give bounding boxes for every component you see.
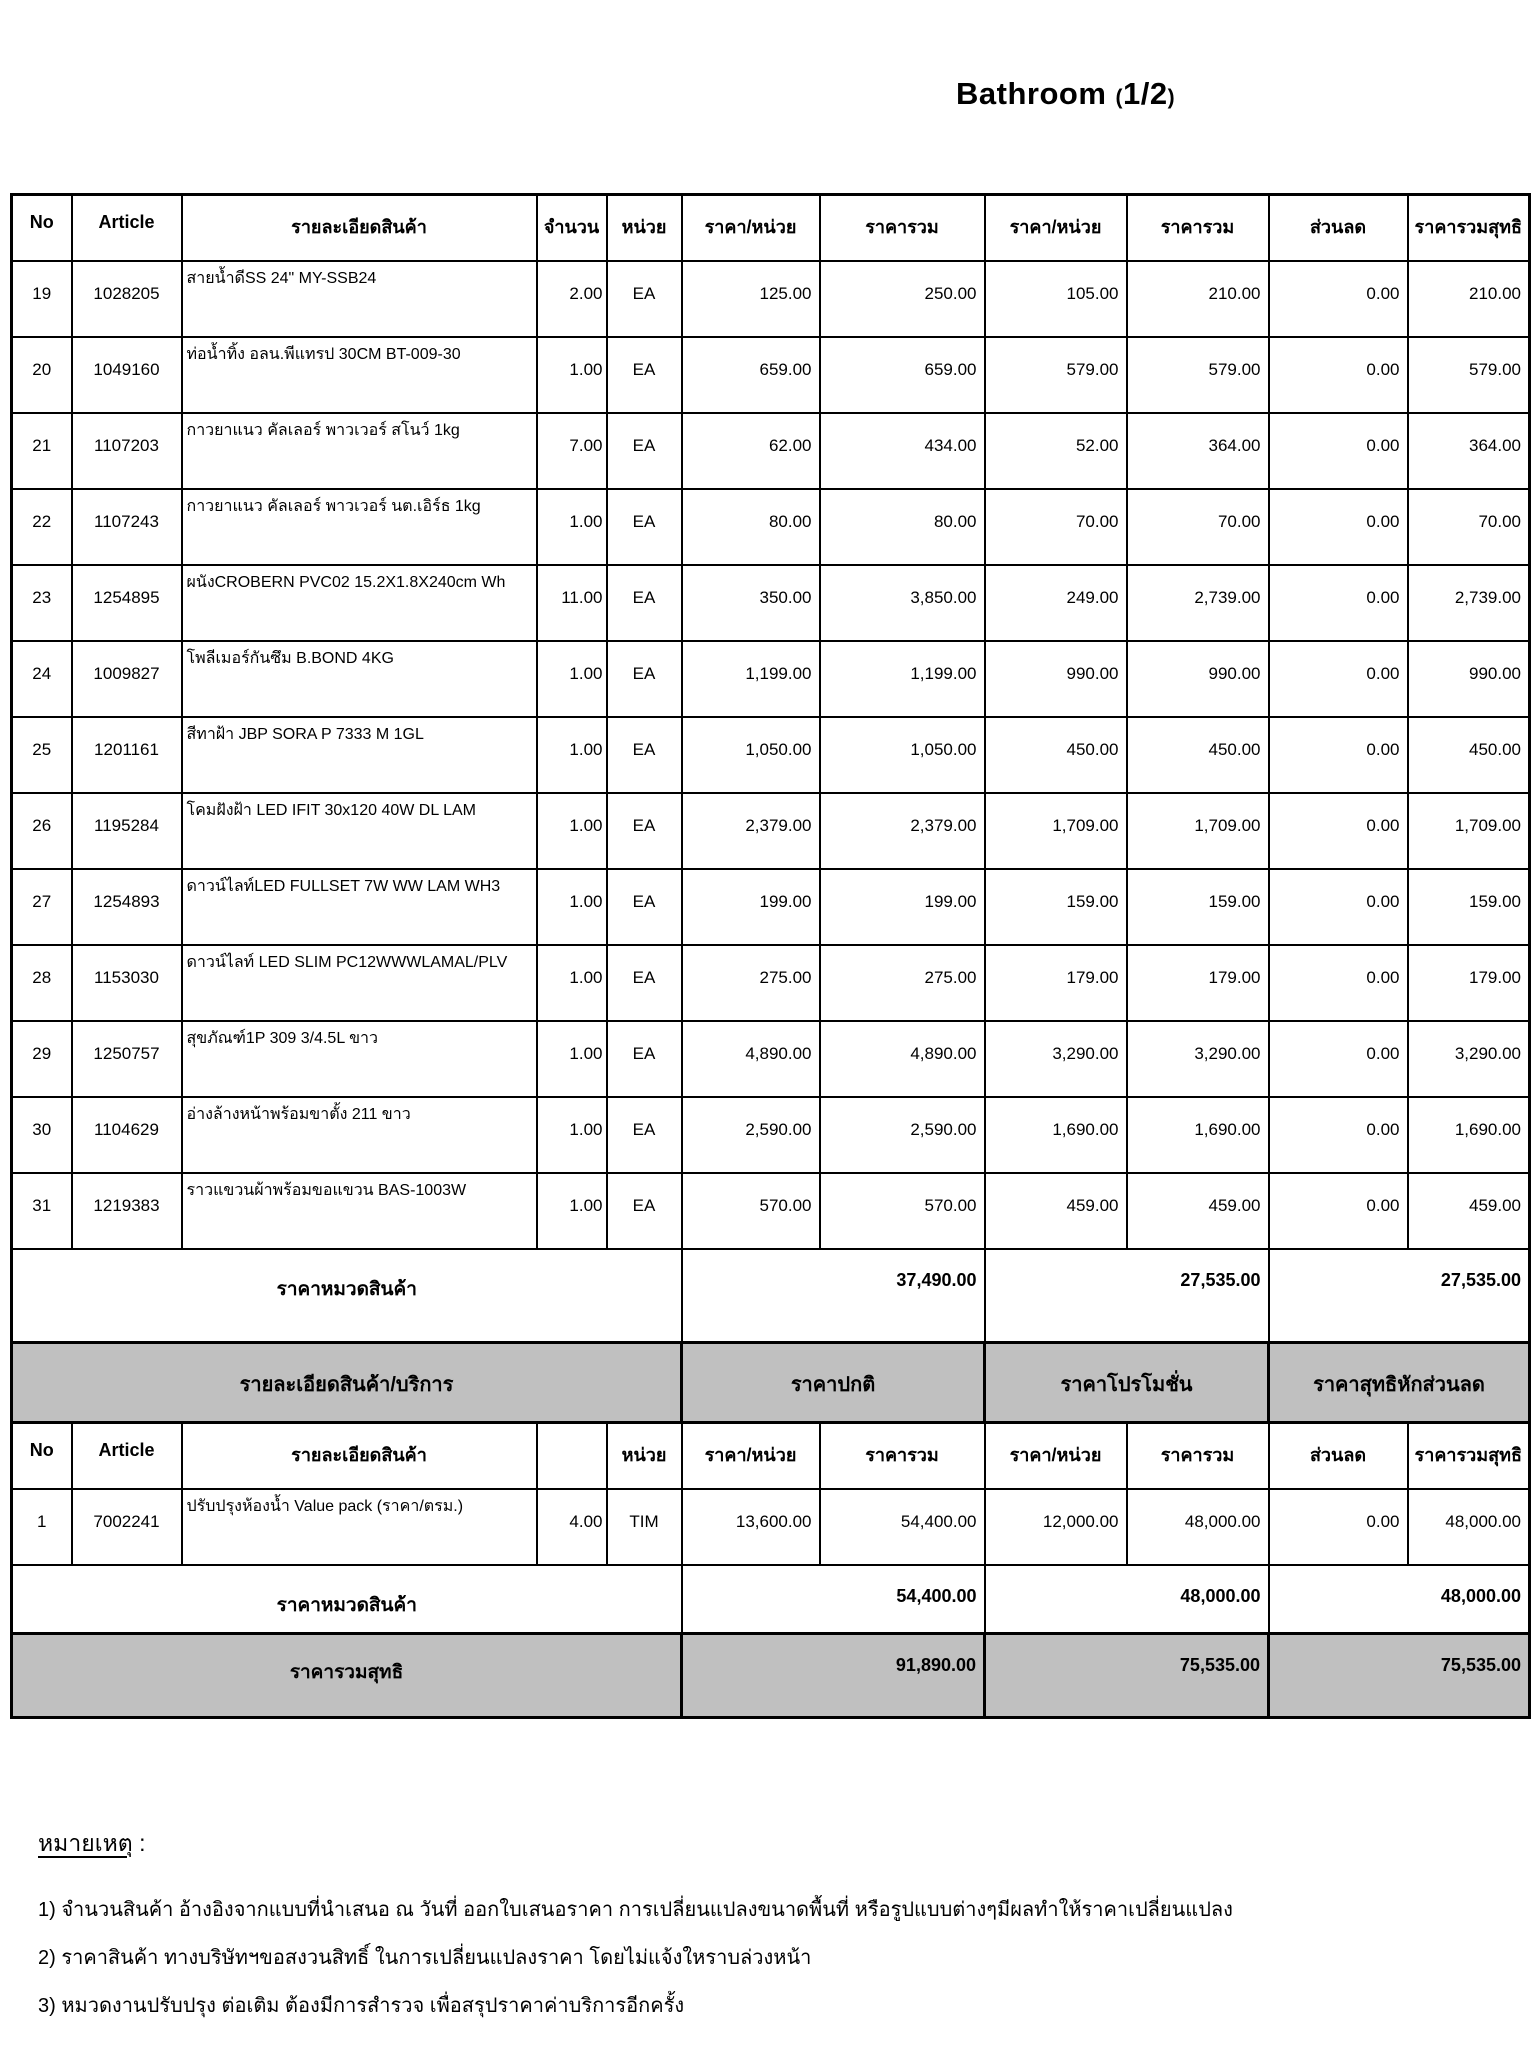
band-normal-label: ราคาปกติ	[682, 1343, 985, 1423]
cell-price-normal: 1,050.00	[682, 717, 820, 793]
cell-description: อ่างล้างหน้าพร้อมขาตั้ง 211 ขาว	[182, 1097, 537, 1173]
svc-col-header-price-normal: ราคา/หน่วย	[682, 1423, 820, 1489]
cell-net-total: 159.00	[1408, 869, 1530, 945]
cell-price-normal: 199.00	[682, 869, 820, 945]
cell-discount: 0.00	[1269, 717, 1408, 793]
cell-total-normal: 570.00	[820, 1173, 985, 1249]
cell-description: โคมฝังฝ้า LED IFIT 30x120 40W DL LAM	[182, 793, 537, 869]
product-subtotal-row	[12, 1249, 1530, 1343]
cell-net-total: 48,000.00	[1408, 1489, 1530, 1565]
service-band-row	[12, 1343, 1530, 1423]
cell-unit: EA	[607, 489, 682, 565]
cell-quantity: 1.00	[537, 337, 607, 413]
cell-price-promo: 990.00	[985, 641, 1127, 717]
cell-total-promo: 70.00	[1127, 489, 1269, 565]
cell-description: สายน้ำดีSS 24" MY-SSB24	[182, 261, 537, 337]
cell-description: กาวยาแนว คัลเลอร์ พาวเวอร์ สโนว์ 1kg	[182, 413, 537, 489]
cell-discount: 0.00	[1269, 489, 1408, 565]
svc-col-header-total-promo: ราคารวม	[1127, 1423, 1269, 1489]
cell-description: สุขภัณฑ์1P 309 3/4.5L ขาว	[182, 1021, 537, 1097]
cell-no: 20	[12, 337, 72, 413]
cell-total-normal: 434.00	[820, 413, 985, 489]
svc-col-header-no: No	[12, 1423, 72, 1489]
cell-price-normal: 125.00	[682, 261, 820, 337]
cell-total-normal: 4,890.00	[820, 1021, 985, 1097]
cell-no: 21	[12, 413, 72, 489]
cell-article: 1153030	[72, 945, 182, 1021]
svc-subtotal-promo-total: 48,000.00	[985, 1565, 1269, 1634]
cell-price-normal: 275.00	[682, 945, 820, 1021]
cell-total-promo: 990.00	[1127, 641, 1269, 717]
cell-net-total: 990.00	[1408, 641, 1530, 717]
cell-no: 27	[12, 869, 72, 945]
service-subtotal-row	[12, 1565, 1530, 1634]
cell-discount: 0.00	[1269, 1021, 1408, 1097]
cell-price-promo: 12,000.00	[985, 1489, 1127, 1565]
cell-no: 30	[12, 1097, 72, 1173]
cell-article: 1250757	[72, 1021, 182, 1097]
cell-price-promo: 70.00	[985, 489, 1127, 565]
svc-col-header-price-promo: ราคา/หน่วย	[985, 1423, 1127, 1489]
col-header-total-promo: ราคารวม	[1127, 195, 1269, 261]
cell-price-normal: 2,379.00	[682, 793, 820, 869]
cell-no: 23	[12, 565, 72, 641]
col-header-article: Article	[72, 195, 182, 261]
svc-col-header-net-total: ราคารวมสุทธิ	[1408, 1423, 1530, 1489]
cell-article: 1195284	[72, 793, 182, 869]
cell-total-normal: 275.00	[820, 945, 985, 1021]
cell-discount: 0.00	[1269, 337, 1408, 413]
cell-quantity: 7.00	[537, 413, 607, 489]
cell-net-total: 1,709.00	[1408, 793, 1530, 869]
cell-price-normal: 2,590.00	[682, 1097, 820, 1173]
col-header-discount: ส่วนลด	[1269, 195, 1408, 261]
main-header	[12, 195, 1530, 261]
svc-subtotal-normal-total: 54,400.00	[682, 1565, 985, 1634]
cell-price-promo: 3,290.00	[985, 1021, 1127, 1097]
cell-total-promo: 159.00	[1127, 869, 1269, 945]
cell-description: กาวยาแนว คัลเลอร์ พาวเวอร์ นต.เอิร์ธ 1kg	[182, 489, 537, 565]
col-header-price-normal: ราคา/หน่วย	[682, 195, 820, 261]
service-band	[12, 1343, 1530, 1423]
cell-no: 28	[12, 945, 72, 1021]
product-subtotal	[12, 1249, 1530, 1343]
cell-total-normal: 2,379.00	[820, 793, 985, 869]
cell-quantity: 4.00	[537, 1489, 607, 1565]
cell-total-normal: 1,050.00	[820, 717, 985, 793]
cell-article: 1049160	[72, 337, 182, 413]
table-row	[12, 1021, 1530, 1097]
cell-price-normal: 350.00	[682, 565, 820, 641]
grand-total-label: ราคารวมสุทธิ	[12, 1634, 682, 1718]
cell-quantity: 11.00	[537, 565, 607, 641]
svc-col-header-quantity	[537, 1423, 607, 1489]
cell-total-promo: 1,709.00	[1127, 793, 1269, 869]
cell-discount: 0.00	[1269, 1489, 1408, 1565]
cell-no: 22	[12, 489, 72, 565]
cell-price-normal: 62.00	[682, 413, 820, 489]
cell-total-promo: 2,739.00	[1127, 565, 1269, 641]
col-header-unit: หน่วย	[607, 195, 682, 261]
table-row	[12, 1173, 1530, 1249]
cell-price-promo: 1,690.00	[985, 1097, 1127, 1173]
quotation-table	[10, 193, 1531, 1719]
cell-article: 1107203	[72, 413, 182, 489]
service-subtotal	[12, 1565, 1530, 1634]
cell-price-normal: 570.00	[682, 1173, 820, 1249]
cell-total-promo: 459.00	[1127, 1173, 1269, 1249]
subtotal-normal-total: 37,490.00	[682, 1249, 985, 1343]
table-row	[12, 337, 1530, 413]
cell-article: 1107243	[72, 489, 182, 565]
cell-discount: 0.00	[1269, 261, 1408, 337]
band-net-label: ราคาสุทธิหักส่วนลด	[1269, 1343, 1530, 1423]
col-header-net-total: ราคารวมสุทธิ	[1408, 195, 1530, 261]
cell-no: 19	[12, 261, 72, 337]
cell-net-total: 450.00	[1408, 717, 1530, 793]
cell-price-normal: 659.00	[682, 337, 820, 413]
svc-col-header-article: Article	[72, 1423, 182, 1489]
cell-article: 7002241	[72, 1489, 182, 1565]
footnotes-heading-colon: :	[132, 1830, 146, 1856]
cell-discount: 0.00	[1269, 945, 1408, 1021]
table-row	[12, 869, 1530, 945]
cell-price-promo: 579.00	[985, 337, 1127, 413]
cell-total-normal: 1,199.00	[820, 641, 985, 717]
cell-unit: EA	[607, 641, 682, 717]
col-header-quantity: จำนวน	[537, 195, 607, 261]
cell-discount: 0.00	[1269, 1097, 1408, 1173]
cell-description: ราวแขวนผ้าพร้อมขอแขวน BAS-1003W	[182, 1173, 537, 1249]
cell-price-promo: 450.00	[985, 717, 1127, 793]
cell-quantity: 1.00	[537, 945, 607, 1021]
cell-article: 1254893	[72, 869, 182, 945]
cell-total-promo: 579.00	[1127, 337, 1269, 413]
cell-unit: EA	[607, 1173, 682, 1249]
band-promo-label: ราคาโปรโมชั่น	[985, 1343, 1269, 1423]
table-row	[12, 641, 1530, 717]
cell-unit: TIM	[607, 1489, 682, 1565]
cell-quantity: 2.00	[537, 261, 607, 337]
cell-quantity: 1.00	[537, 1097, 607, 1173]
cell-article: 1254895	[72, 565, 182, 641]
footnotes	[38, 1826, 1518, 2030]
cell-net-total: 579.00	[1408, 337, 1530, 413]
cell-total-normal: 54,400.00	[820, 1489, 985, 1565]
cell-price-promo: 105.00	[985, 261, 1127, 337]
cell-quantity: 1.00	[537, 1173, 607, 1249]
cell-unit: EA	[607, 413, 682, 489]
footnote-3: 3) หมวดงานปรับปรุง ต่อเติม ต้องมีการสำรวจ เพื่อสรุปราคาค่าบริการอีกครั้ง	[38, 1995, 685, 2017]
cell-price-promo: 159.00	[985, 869, 1127, 945]
cell-total-normal: 2,590.00	[820, 1097, 985, 1173]
cell-quantity: 1.00	[537, 1021, 607, 1097]
service-header-row	[12, 1423, 1530, 1489]
cell-unit: EA	[607, 565, 682, 641]
main-header-row	[12, 195, 1530, 261]
col-header-description: รายละเอียดสินค้า	[182, 195, 537, 261]
table-row	[12, 793, 1530, 869]
table-row	[12, 565, 1530, 641]
cell-net-total: 364.00	[1408, 413, 1530, 489]
cell-unit: EA	[607, 717, 682, 793]
footnote-1: 1) จำนวนสินค้า อ้างอิงจากแบบที่นำเสนอ ณ วันที่ ออกใบเสนอราคา การเปลี่ยนแปลงขนาดพื้นที่ หรือรูปแบบต่างๆมีผลทำให้ราคาเปลี่ยนแปลง	[38, 1899, 1233, 1921]
cell-net-total: 70.00	[1408, 489, 1530, 565]
footnotes-heading-text: หมายเหตุ	[38, 1830, 133, 1856]
band-description-label: รายละเอียดสินค้า/บริการ	[12, 1343, 682, 1423]
cell-discount: 0.00	[1269, 641, 1408, 717]
cell-total-promo: 364.00	[1127, 413, 1269, 489]
cell-quantity: 1.00	[537, 641, 607, 717]
table-row	[12, 413, 1530, 489]
cell-no: 24	[12, 641, 72, 717]
cell-description: ปรับปรุงห้องน้ำ Value pack (ราคา/ตรม.)	[182, 1489, 537, 1565]
cell-total-promo: 179.00	[1127, 945, 1269, 1021]
cell-net-total: 179.00	[1408, 945, 1530, 1021]
cell-article: 1104629	[72, 1097, 182, 1173]
cell-total-promo: 210.00	[1127, 261, 1269, 337]
cell-price-normal: 1,199.00	[682, 641, 820, 717]
svc-col-header-description: รายละเอียดสินค้า	[182, 1423, 537, 1489]
grand-total-normal-total: 91,890.00	[682, 1634, 985, 1718]
cell-total-normal: 659.00	[820, 337, 985, 413]
col-header-total-normal: ราคารวม	[820, 195, 985, 261]
cell-total-promo: 3,290.00	[1127, 1021, 1269, 1097]
cell-quantity: 1.00	[537, 793, 607, 869]
cell-no: 25	[12, 717, 72, 793]
svc-col-header-discount: ส่วนลด	[1269, 1423, 1408, 1489]
cell-article: 1219383	[72, 1173, 182, 1249]
table-row	[12, 717, 1530, 793]
svc-col-header-total-normal: ราคารวม	[820, 1423, 985, 1489]
cell-total-promo: 1,690.00	[1127, 1097, 1269, 1173]
table-row	[12, 1489, 1530, 1565]
cell-quantity: 1.00	[537, 717, 607, 793]
cell-total-promo: 48,000.00	[1127, 1489, 1269, 1565]
cell-net-total: 210.00	[1408, 261, 1530, 337]
cell-total-promo: 450.00	[1127, 717, 1269, 793]
cell-description: โพลีเมอร์กันซึม B.BOND 4KG	[182, 641, 537, 717]
svc-subtotal-net-total: 48,000.00	[1269, 1565, 1530, 1634]
col-header-no: No	[12, 195, 72, 261]
cell-net-total: 459.00	[1408, 1173, 1530, 1249]
cell-net-total: 2,739.00	[1408, 565, 1530, 641]
product-rows	[12, 261, 1530, 1249]
cell-description: ดาวน์ไลท์ LED SLIM PC12WWWLAMAL/PLV	[182, 945, 537, 1021]
cell-description: สีทาฝ้า JBP SORA P 7333 M 1GL	[182, 717, 537, 793]
cell-net-total: 3,290.00	[1408, 1021, 1530, 1097]
cell-discount: 0.00	[1269, 793, 1408, 869]
cell-discount: 0.00	[1269, 565, 1408, 641]
cell-unit: EA	[607, 1021, 682, 1097]
table-row	[12, 261, 1530, 337]
grand-total-promo-total: 75,535.00	[985, 1634, 1269, 1718]
footnote-2: 2) ราคาสินค้า ทางบริษัทฯขอสงวนสิทธิ์ ในการเปลี่ยนแปลงราคา โดยไม่แจ้งใหราบล่วงหน้า	[38, 1947, 812, 1969]
grand-total-row	[12, 1634, 1530, 1718]
table-row	[12, 489, 1530, 565]
page-title	[956, 76, 1175, 112]
cell-unit: EA	[607, 793, 682, 869]
cell-no: 29	[12, 1021, 72, 1097]
cell-article: 1028205	[72, 261, 182, 337]
cell-description: ผนังCROBERN PVC02 15.2X1.8X240cm Wh	[182, 565, 537, 641]
cell-price-normal: 4,890.00	[682, 1021, 820, 1097]
cell-total-normal: 80.00	[820, 489, 985, 565]
page-title-text: Bathroom	[956, 76, 1107, 111]
service-rows	[12, 1489, 1530, 1565]
cell-article: 1201161	[72, 717, 182, 793]
subtotal-net-total: 27,535.00	[1269, 1249, 1530, 1343]
cell-no: 26	[12, 793, 72, 869]
cell-price-promo: 1,709.00	[985, 793, 1127, 869]
cell-quantity: 1.00	[537, 489, 607, 565]
page-indicator-close-paren: )	[1167, 86, 1176, 109]
table-row	[12, 945, 1530, 1021]
cell-unit: EA	[607, 261, 682, 337]
svc-col-header-unit: หน่วย	[607, 1423, 682, 1489]
cell-description: ดาวน์ไลท์LED FULLSET 7W WW LAM WH3	[182, 869, 537, 945]
page-indicator-open-paren: (	[1115, 86, 1124, 109]
service-header	[12, 1423, 1530, 1489]
cell-price-promo: 52.00	[985, 413, 1127, 489]
cell-unit: EA	[607, 1097, 682, 1173]
subtotal-label: ราคาหมวดสินค้า	[12, 1249, 682, 1343]
cell-total-normal: 250.00	[820, 261, 985, 337]
cell-no: 1	[12, 1489, 72, 1565]
cell-unit: EA	[607, 337, 682, 413]
cell-price-promo: 459.00	[985, 1173, 1127, 1249]
page-indicator-number: 1/2	[1123, 76, 1168, 111]
cell-unit: EA	[607, 945, 682, 1021]
table-row	[12, 1097, 1530, 1173]
cell-net-total: 1,690.00	[1408, 1097, 1530, 1173]
cell-price-promo: 179.00	[985, 945, 1127, 1021]
svc-subtotal-label: ราคาหมวดสินค้า	[12, 1565, 682, 1634]
cell-description: ท่อน้ำทิ้ง อลน.พีแทรป 30CM BT-009-30	[182, 337, 537, 413]
cell-no: 31	[12, 1173, 72, 1249]
footnotes-heading	[38, 1826, 1518, 1862]
cell-total-normal: 199.00	[820, 869, 985, 945]
subtotal-promo-total: 27,535.00	[985, 1249, 1269, 1343]
col-header-price-promo: ราคา/หน่วย	[985, 195, 1127, 261]
cell-article: 1009827	[72, 641, 182, 717]
cell-price-normal: 80.00	[682, 489, 820, 565]
cell-discount: 0.00	[1269, 413, 1408, 489]
grand-total	[12, 1634, 1530, 1718]
cell-discount: 0.00	[1269, 869, 1408, 945]
grand-total-net-total: 75,535.00	[1269, 1634, 1530, 1718]
cell-total-normal: 3,850.00	[820, 565, 985, 641]
cell-price-promo: 249.00	[985, 565, 1127, 641]
cell-price-normal: 13,600.00	[682, 1489, 820, 1565]
cell-unit: EA	[607, 869, 682, 945]
cell-quantity: 1.00	[537, 869, 607, 945]
cell-discount: 0.00	[1269, 1173, 1408, 1249]
